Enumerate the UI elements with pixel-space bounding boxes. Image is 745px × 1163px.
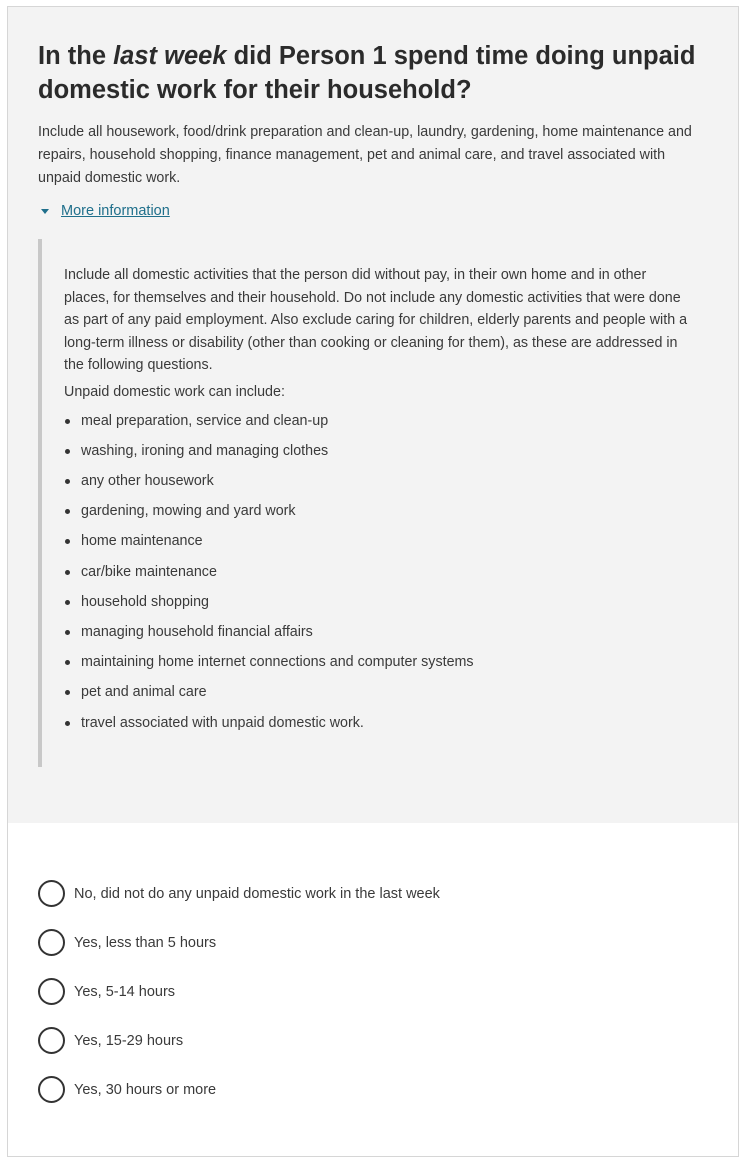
option-label[interactable]: Yes, less than 5 hours — [74, 934, 217, 951]
question-panel — [8, 7, 738, 823]
more-information-toggle[interactable] — [38, 203, 708, 219]
title-emphasis: last week — [113, 42, 227, 70]
list-item: pet and animal care — [64, 677, 688, 707]
title-part: did Person 1 spend time doing unpaid domestic work for their household? — [38, 42, 696, 104]
more-information-link[interactable]: More information — [61, 203, 170, 219]
info-paragraph: Include all domestic activities that the person did without pay, in their own home and in other places, for themselves and their household. Do not include any domestic activities that were done as part of any paid employment. Also exclude caring for children, elderly parents and people with a long-term illness or disability (other than cooking or cleaning for them), as these are addressed in the following questions. — [64, 267, 688, 374]
list-item: any other housework — [64, 466, 688, 496]
option-less-than-5[interactable] — [38, 918, 738, 967]
list-item: maintaining home internet connections and computer systems — [64, 647, 688, 677]
list-item: household shopping — [64, 587, 688, 617]
caret-down-icon — [41, 209, 49, 214]
option-15-29[interactable] — [38, 1016, 738, 1065]
option-30-plus[interactable] — [38, 1065, 738, 1114]
radio-button[interactable] — [38, 880, 65, 907]
list-item: washing, ironing and managing clothes — [64, 436, 688, 466]
answer-options — [8, 823, 738, 1114]
info-list-intro: Unpaid domestic work can include: — [64, 383, 285, 400]
radio-button[interactable] — [38, 1076, 65, 1103]
list-item: travel associated with unpaid domestic work. — [64, 708, 688, 738]
radio-button[interactable] — [38, 978, 65, 1005]
more-information-content — [38, 239, 708, 767]
option-label[interactable]: Yes, 5-14 hours — [74, 983, 176, 1000]
radio-button[interactable] — [38, 1027, 65, 1054]
title-part: In the — [38, 42, 114, 70]
list-item: gardening, mowing and yard work — [64, 496, 688, 526]
option-label[interactable]: No, did not do any unpaid domestic work in the last week — [74, 885, 440, 902]
list-item: managing household financial affairs — [64, 617, 688, 647]
question-description: Include all housework, food/drink preparation and clean-up, laundry, gardening, home maintenance and repairs, household shopping, finance management, pet and animal care, and travel associated with unpaid domestic work. — [38, 124, 692, 186]
list-item: meal preparation, service and clean-up — [64, 406, 688, 436]
option-5-14[interactable] — [38, 967, 738, 1016]
option-none[interactable] — [38, 869, 738, 918]
option-label[interactable]: Yes, 15-29 hours — [74, 1032, 184, 1049]
list-item: home maintenance — [64, 526, 688, 556]
question-card — [7, 6, 739, 1157]
option-label[interactable]: Yes, 30 hours or more — [74, 1081, 217, 1098]
list-item: car/bike maintenance — [64, 557, 688, 587]
info-list — [64, 406, 688, 738]
radio-button[interactable] — [38, 929, 65, 956]
question-title — [38, 39, 708, 107]
